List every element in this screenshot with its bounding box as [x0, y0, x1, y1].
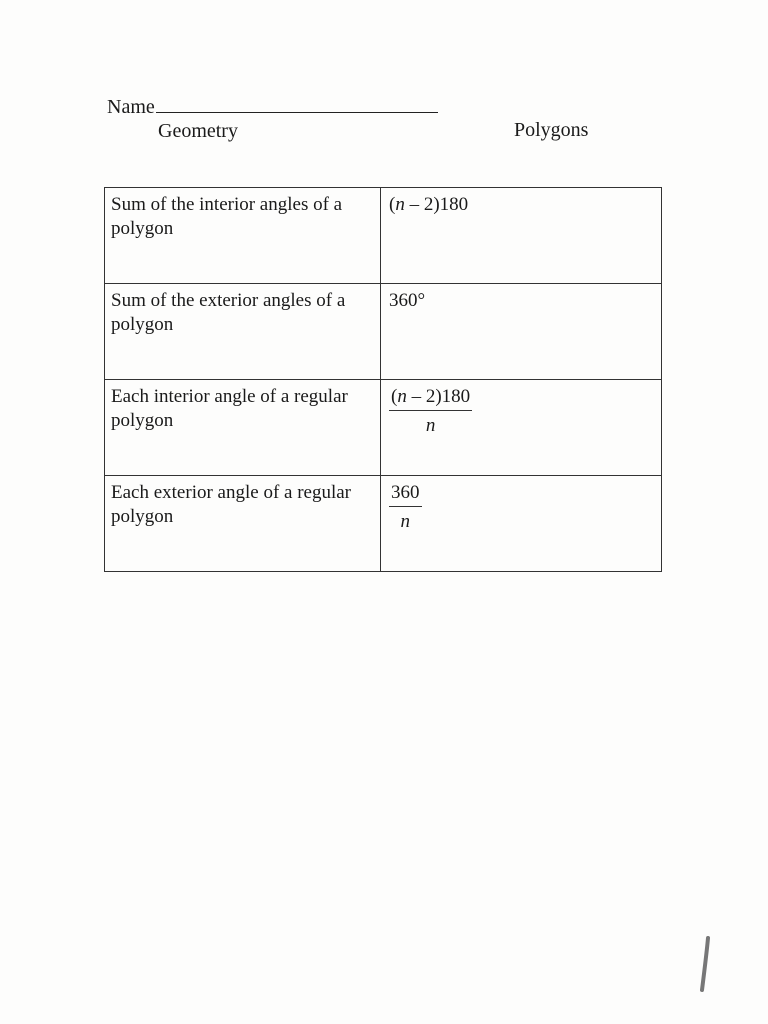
name-field-row: [107, 96, 438, 119]
table-row: [105, 188, 661, 284]
fraction: [389, 482, 422, 533]
row-label: Each interior angle of a regular polygon: [105, 380, 381, 475]
formula-suffix: – 2)180: [404, 194, 469, 215]
table-row: [105, 380, 661, 476]
row-formula: [381, 188, 661, 283]
course-title: Geometry: [158, 120, 238, 142]
table-row: [105, 284, 661, 380]
name-label: Name: [107, 96, 155, 118]
row-formula: [381, 380, 661, 475]
fraction-numerator: 360: [389, 482, 422, 507]
numerator-prefix: (: [391, 386, 398, 407]
fraction-denominator: n: [425, 415, 436, 436]
table-row: [105, 476, 661, 571]
numerator-suffix: – 2)180: [406, 386, 471, 407]
row-label: Sum of the exterior angles of a polygon: [105, 284, 381, 379]
formula-variable: n: [395, 194, 405, 215]
fraction: [389, 386, 472, 437]
numerator-variable: n: [397, 386, 407, 407]
name-blank-line[interactable]: [156, 96, 438, 113]
row-formula: [381, 476, 661, 571]
row-label: Sum of the interior angles of a polygon: [105, 188, 381, 283]
fraction-numerator: [389, 386, 472, 411]
polygon-angles-table: [104, 187, 662, 572]
topic-title: Polygons: [514, 119, 589, 141]
formula-prefix: (: [389, 194, 396, 215]
row-label: Each exterior angle of a regular polygon: [105, 476, 381, 571]
fraction-denominator: n: [400, 511, 410, 532]
row-formula: 360°: [389, 290, 426, 311]
pencil-stroke-icon: [700, 936, 710, 992]
